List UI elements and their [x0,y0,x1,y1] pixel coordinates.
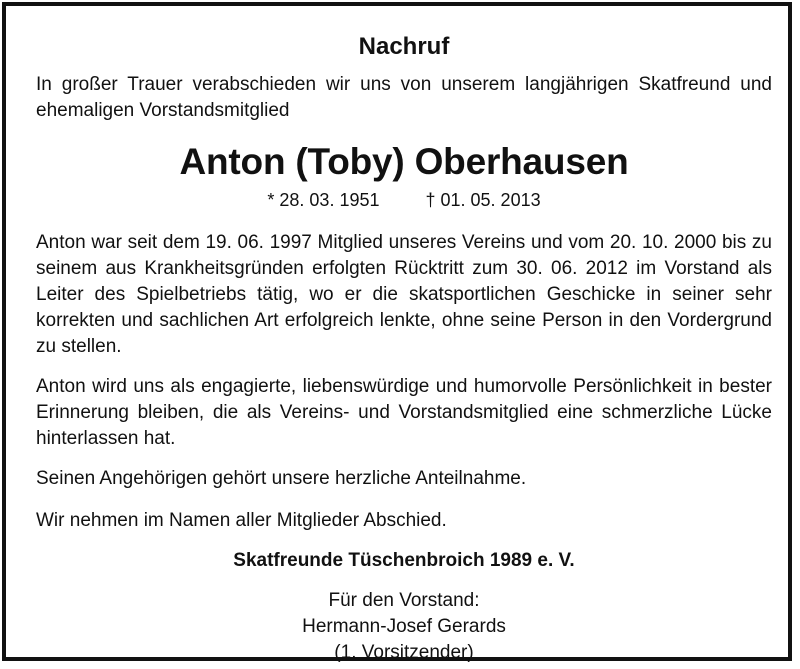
intro-text: In großer Trauer verabschieden wir uns von unserem langjährigen Skatfreund und ehemaligen Vorstandsmitglied [36,74,772,121]
organization-name: Skatfreunde Tüschenbroich 1989 e. V. [233,550,575,571]
signature-line-title: (1. Vorsitzender) [334,642,474,663]
obituary-content [36,28,772,666]
signature-block [36,588,772,666]
life-dates [36,188,772,212]
obituary-heading: Nachruf [358,33,450,60]
birth-date: * 28. 03. 1951 [267,190,380,210]
paragraph-remembrance: Anton wird uns als engagierte, liebenswürdige und humorvolle Persönlichkeit in bester Erinnerung bleiben, die als Vereins- und Vorstandsmitglied eine schmerzliche Lücke hinterlassen hat. [36,376,772,449]
paragraph-farewell: Wir nehmen im Namen aller Mitglieder Abschied. [36,510,447,531]
paragraph-membership: Anton war seit dem 19. 06. 1997 Mitglied unseres Vereins und vom 20. 10. 2000 bis zu seinem aus Krankheitsgründen erfolgten Rücktritt zum 30. 06. 2012 im Vorstand als Leiter des Spielbetriebs tätig, wo er die skatsportlichen Geschicke in seiner sehr korrekten und sachlichen Art erfolgreich lenkte, ohne seine Person in den Vordergrund zu stellen. [36,232,772,357]
paragraph-condolence: Seinen Angehörigen gehört unsere herzliche Anteilnahme. [36,468,527,489]
signature-line-board: Für den Vorstand: [328,590,480,611]
signature-line-name: Hermann-Josef Gerards [302,616,506,637]
death-date: † 01. 05. 2013 [425,190,541,210]
obituary-frame [2,2,792,661]
deceased-name: Anton (Toby) Oberhausen [179,141,629,182]
